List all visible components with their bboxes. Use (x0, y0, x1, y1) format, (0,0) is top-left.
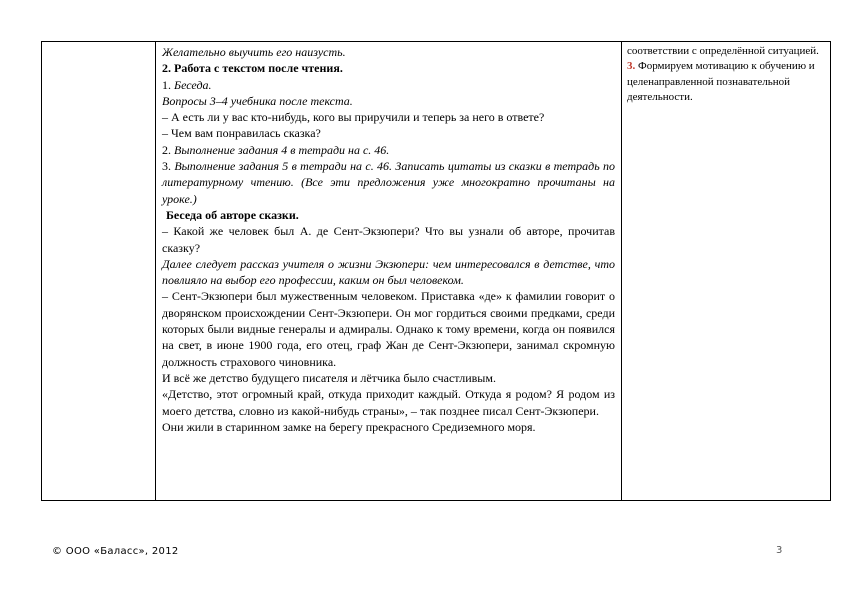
item-2-number: 2. (162, 142, 171, 157)
story-paragraph-4: Они жили в старинном замке на берегу прекрасного Средиземного моря. (162, 419, 536, 434)
page-number: 3 (776, 545, 783, 556)
question-2: – Чем вам понравилась сказка? (162, 126, 321, 141)
learn-by-heart-text: Желательно выучить его наизусть. (162, 45, 346, 59)
item-1-number: 1. (162, 77, 171, 92)
footer-copyright: © ООО «Баласс», 2012 (52, 546, 179, 557)
item-3-text: Выполнение задания 5 в тетради на с. 46. Записать цитаты из сказки в тетрадь по литературному чтению. (Все эти предложения уже многократно прочитаны на уроке.) (162, 159, 615, 206)
questions-note: Вопросы 3–4 учебника после текста. (162, 93, 353, 108)
author-talk-title: Беседа об авторе сказки. (166, 207, 299, 222)
item-1 (162, 77, 615, 93)
question-1: – А есть ли у вас кто-нибудь, кого вы приручили и теперь за него в ответе? (162, 110, 545, 125)
lesson-content-column (156, 42, 622, 500)
section-title: 2. Работа с текстом после чтения. (162, 61, 343, 76)
lesson-table (41, 41, 831, 501)
story-paragraph-3: «Детство, этот огромный край, откуда приходит каждый. Откуда я родом? Я родом из моего детства, словно из какой-нибудь страны», – так позднее писал Сент-Экзюпери. (162, 387, 615, 418)
notes-item-3 (627, 59, 828, 105)
story-paragraph-2: И всё же детство будущего писателя и лётчика было счастливым. (162, 370, 496, 385)
item-2-text: Выполнение задания 4 в тетради на с. 46. (174, 142, 390, 157)
item-1-text: Беседа. (174, 77, 212, 92)
notes-item-3-number: 3. (627, 60, 636, 73)
notes-line-1: соответствии с определённой ситуацией. (627, 45, 819, 57)
notes-column (622, 42, 832, 500)
story-paragraph-1: – Сент-Экзюпери был мужественным человеком. Приставка «де» к фамилии говорит о дворянском происхождении Сент-Экзюпери. Он мог гордиться своими предками, среди которых были видные генералы и адмиралы. Однако к тому времени, когда он появился на свет, в июне 1900 года, его отец, граф Жан де Сент-Экзюпери, занимал скромную должность страхового чиновника. (162, 289, 615, 369)
item-2 (162, 142, 615, 158)
item-3 (162, 158, 615, 207)
item-3-number: 3. (162, 159, 171, 174)
author-question: – Какой же человек был А. де Сент-Экзюпери? Что вы узнали об авторе, прочитав сказку? (162, 224, 615, 255)
table-left-column (42, 42, 156, 500)
notes-item-3-text: Формируем мотивацию к обучению и целенаправленной познавательной деятельности. (627, 60, 815, 103)
teacher-story-note: Далее следует рассказ учителя о жизни Экзюпери: чем интересовался в детстве, что повлияло на выбор его профессии, каким он был человеком. (162, 256, 615, 288)
